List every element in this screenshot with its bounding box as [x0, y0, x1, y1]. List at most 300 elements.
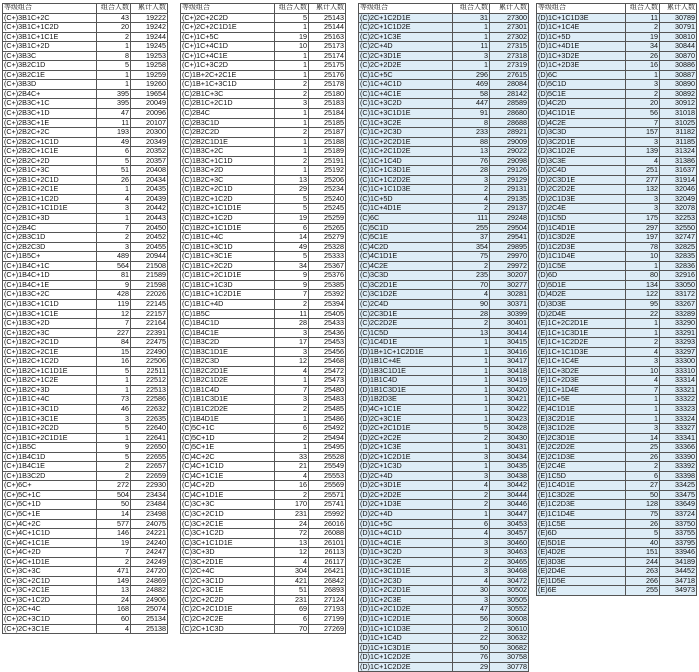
table-row [3, 233, 168, 243]
combination-count-cell: 3 [626, 357, 660, 367]
cumulative-count-cell: 28084 [490, 80, 529, 90]
table-row [3, 109, 168, 119]
grade-combination-cell: (C+)1B2C+2C1D [3, 338, 97, 348]
table-row [3, 404, 168, 414]
grade-combination-cell: (D)1C+3C2E [359, 557, 453, 567]
grade-combination-cell: (D)1B1C+4E [359, 357, 453, 367]
table-row [181, 80, 346, 90]
table-row [181, 23, 346, 33]
cumulative-count-cell: 25175 [309, 61, 346, 71]
cumulative-count-cell: 22512 [131, 376, 168, 386]
combination-count-cell: 1 [453, 357, 490, 367]
table-row [359, 376, 529, 386]
grade-combination-cell: (C+)1B4C1D [3, 452, 97, 462]
cumulative-count-cell: 25188 [309, 137, 346, 147]
grade-combination-cell: (C)3C+1C1D1E [181, 538, 275, 548]
combination-count-cell: 49 [97, 137, 131, 147]
table-row [537, 109, 697, 119]
combination-count-cell: 2 [453, 624, 490, 634]
grade-combination-cell: (D)1C+4C1D [359, 529, 453, 539]
grade-combination-cell: (C+)2B2C+1C1D [3, 137, 97, 147]
grade-combination-cell: (D)2C+1C3E [359, 443, 453, 453]
cumulative-count-cell: 33289 [660, 309, 697, 319]
table-row [3, 32, 168, 42]
grade-combination-cell: (C)1B3C+2C [181, 147, 275, 157]
combination-count-cell: 84 [97, 338, 131, 348]
grade-combination-cell: (C)2C+1C1D2E [359, 23, 453, 33]
grade-combination-cell: (C)4C+1C1D [181, 462, 275, 472]
cumulative-count-cell: 22650 [131, 443, 168, 453]
table-row [359, 166, 529, 176]
combination-count-cell: 2 [453, 185, 490, 195]
combination-count-cell: 3 [275, 347, 309, 357]
cumulative-count-cell: 24240 [131, 538, 168, 548]
grade-combination-cell: (C)5C1E [359, 233, 453, 243]
grade-combination-cell: (C)1B1C3D1E [181, 395, 275, 405]
combination-count-cell: 24 [275, 519, 309, 529]
grade-combination-cell: (C+)1C+4C1E [181, 51, 275, 61]
grade-combination-cell: (E)3C2D1E [537, 414, 626, 424]
cumulative-count-cell: 20300 [131, 128, 168, 138]
grade-combination-cell: (C)5C+1C [181, 424, 275, 434]
combination-count-cell: 25 [626, 443, 660, 453]
table-row [181, 376, 346, 386]
table-row [537, 99, 697, 109]
cumulative-count-cell: 28680 [490, 109, 529, 119]
cumulative-count-cell: 20349 [131, 137, 168, 147]
table-row [181, 385, 346, 395]
cumulative-count-cell: 25259 [309, 214, 346, 224]
grade-combination-cell: (D)2C4D [537, 166, 626, 176]
combination-count-cell: 4 [275, 557, 309, 567]
cumulative-count-cell: 26016 [309, 519, 346, 529]
combination-count-cell: 4 [453, 529, 490, 539]
grade-combination-cell: (C+)1B3C+2C [3, 290, 97, 300]
table-row [537, 471, 697, 481]
combination-count-cell: 19 [97, 538, 131, 548]
cumulative-count-cell: 20439 [131, 194, 168, 204]
grade-combination-cell: (C+)5C+1E [3, 509, 97, 519]
table-row [181, 357, 346, 367]
table-row [359, 519, 529, 529]
combination-count-cell: 3 [453, 471, 490, 481]
grade-combination-cell: (C)1C+5D [359, 194, 453, 204]
combination-count-cell: 51 [97, 166, 131, 176]
combination-count-cell: 19 [275, 214, 309, 224]
grade-combination-cell: (D)4C1D1E [537, 109, 626, 119]
table-row [181, 366, 346, 376]
grade-combination-cell: (D)1C5D [537, 214, 626, 224]
table-row [3, 290, 168, 300]
grade-combination-cell: (C)2C3D1E [359, 309, 453, 319]
cumulative-count-cell: 33314 [660, 376, 697, 386]
combination-count-cell: 13 [275, 538, 309, 548]
combination-count-cell: 3 [626, 424, 660, 434]
grade-combination-cell: (C+)2B2C+1C1E [3, 147, 97, 157]
combination-count-cell: 70 [275, 624, 309, 634]
table-row [181, 89, 346, 99]
cumulative-count-cell: 30442 [490, 481, 529, 491]
table-row [181, 471, 346, 481]
grade-combination-cell: (C+)2B2C3D [3, 242, 97, 252]
combination-count-cell: 395 [97, 99, 131, 109]
grade-combination-cell: (D)2D4E [537, 309, 626, 319]
grade-combination-cell: (C)1C+1C3D1E [359, 166, 453, 176]
cumulative-count-cell: 22632 [131, 404, 168, 414]
grade-combination-cell: (D)1C+4C1E [359, 538, 453, 548]
grade-combination-cell: (C)2C+2C1D1E [181, 605, 275, 615]
grade-combination-cell: (C+)3B1C+2C [3, 13, 97, 23]
table-row [537, 347, 697, 357]
combination-count-cell: 2 [626, 462, 660, 472]
cumulative-count-cell: 22513 [131, 385, 168, 395]
table-row [359, 605, 529, 615]
cumulative-count-cell: 30207 [490, 271, 529, 281]
table-row [181, 299, 346, 309]
grade-combination-cell: (C+)4C+2C [3, 519, 97, 529]
score-table-3 [358, 3, 529, 672]
combination-count-cell: 1 [626, 328, 660, 338]
table-row [359, 70, 529, 80]
grade-combination-cell: (C)1B1C+4C [181, 233, 275, 243]
cumulative-count-cell: 19654 [131, 89, 168, 99]
grade-combination-cell: (C)1C+4D1E [359, 204, 453, 214]
grade-combination-cell: (C+)1B2C+1C2D [3, 357, 97, 367]
table-row [181, 70, 346, 80]
table-row [3, 147, 168, 157]
combination-count-cell: 3 [97, 242, 131, 252]
grade-combination-cell: (C)1B2C+1C2D [181, 214, 275, 224]
combination-count-cell: 296 [453, 70, 490, 80]
grade-combination-cell: (C)5C+1D [181, 433, 275, 443]
grade-combination-cell: (C+)1C+5C [181, 32, 275, 42]
cumulative-count-cell: 25486 [309, 414, 346, 424]
grade-combination-cell: (D)2C+1C3D [359, 462, 453, 472]
cumulative-count-cell: 20443 [131, 214, 168, 224]
grade-combination-cell: (D)1C+4D1E [537, 42, 626, 52]
grade-combination-cell: (C)1C5D [359, 328, 453, 338]
cumulative-count-cell: 27199 [309, 615, 346, 625]
cumulative-count-cell: 31185 [660, 137, 697, 147]
combination-count-cell: 1 [275, 118, 309, 128]
combination-count-cell: 30 [453, 586, 490, 596]
cumulative-count-cell: 33341 [660, 433, 697, 443]
table-row [3, 42, 168, 52]
combination-count-cell: 2 [453, 433, 490, 443]
cumulative-count-cell: 33946 [660, 548, 697, 558]
cumulative-count-cell: 27301 [490, 23, 529, 33]
combination-count-cell: 2 [97, 32, 131, 42]
combination-count-cell: 2 [453, 204, 490, 214]
cumulative-count-cell: 30892 [660, 89, 697, 99]
grade-combination-cell: (C)1B3C+2D [181, 166, 275, 176]
combination-count-cell: 6 [626, 471, 660, 481]
table-row [537, 89, 697, 99]
cumulative-count-cell: 20049 [131, 99, 168, 109]
cumulative-count-cell: 25485 [309, 404, 346, 414]
combination-count-cell: 21 [275, 462, 309, 472]
table-row [537, 548, 697, 558]
cumulative-count-cell: 25433 [309, 319, 346, 329]
grade-combination-cell: (C+)2B3C+1C [3, 99, 97, 109]
table-row [3, 529, 168, 539]
combination-count-cell: 255 [453, 223, 490, 233]
grade-combination-cell: (C)4C+1D1E [181, 490, 275, 500]
table-row [181, 424, 346, 434]
grade-combination-cell: (D)3D3E [537, 299, 626, 309]
table-row [3, 481, 168, 491]
table-row [537, 156, 697, 166]
grade-combination-cell: (D)1C4D1E [537, 223, 626, 233]
table-row [537, 175, 697, 185]
table-row [537, 214, 697, 224]
combination-count-cell: 504 [97, 490, 131, 500]
table-row [181, 309, 346, 319]
table-row [3, 347, 168, 357]
combination-count-cell: 3 [275, 395, 309, 405]
combination-count-cell: 1 [626, 261, 660, 271]
grade-combination-cell: (D)1C+1C2D2E [359, 653, 453, 663]
combination-count-cell: 5 [275, 13, 309, 23]
table-row [3, 128, 168, 138]
grade-combination-cell: (D)1C+1C3D1E [359, 643, 453, 653]
table-row [537, 166, 697, 176]
grade-combination-cell: (E)1C+2C2D1E [537, 319, 626, 329]
grade-combination-cell: (C)1B2C+2C1D [181, 185, 275, 195]
combination-count-cell: 5 [275, 204, 309, 214]
cumulative-count-cell: 33649 [660, 500, 697, 510]
combination-count-cell: 47 [453, 605, 490, 615]
grade-combination-cell: (C+)2B1C+3D [3, 214, 97, 224]
table-row [359, 137, 529, 147]
table-row [181, 194, 346, 204]
cumulative-count-cell: 33290 [660, 319, 697, 329]
combination-count-cell: 26 [97, 175, 131, 185]
table-row [181, 548, 346, 558]
combination-count-cell: 13 [453, 328, 490, 338]
grade-combination-cell: (C+)2B1C+2C1E [3, 185, 97, 195]
table-row [181, 328, 346, 338]
cumulative-count-cell: 25183 [309, 99, 346, 109]
cumulative-count-cell: 19222 [131, 13, 168, 23]
grade-combination-cell: (E)1C+1C4E [537, 357, 626, 367]
table-row [181, 481, 346, 491]
cumulative-count-cell: 20435 [131, 185, 168, 195]
cumulative-count-cell: 19253 [131, 51, 168, 61]
cumulative-count-cell: 29129 [490, 175, 529, 185]
table-row [3, 13, 168, 23]
table-row [537, 23, 697, 33]
cumulative-count-cell: 19258 [131, 61, 168, 71]
cumulative-count-cell: 30632 [490, 634, 529, 644]
table-row [181, 204, 346, 214]
cumulative-count-cell: 30453 [490, 519, 529, 529]
combination-count-cell: 3 [453, 538, 490, 548]
cumulative-count-cell: 22635 [131, 414, 168, 424]
grade-combination-cell: (C+)6C+ [3, 481, 97, 491]
table-row [181, 615, 346, 625]
combination-count-cell: 37 [453, 233, 490, 243]
cumulative-count-cell: 25333 [309, 252, 346, 262]
cumulative-count-cell: 30870 [660, 51, 697, 61]
column-header: 等级组合 [537, 4, 626, 14]
cumulative-count-cell: 22157 [131, 309, 168, 319]
cumulative-count-cell: 25528 [309, 452, 346, 462]
cumulative-count-cell: 30844 [660, 42, 697, 52]
grade-combination-cell: (C)2C+1C3E [359, 32, 453, 42]
grade-combination-cell: (E)2C1D3E [537, 452, 626, 462]
cumulative-count-cell: 25143 [309, 13, 346, 23]
grade-combination-cell: (C)1B2C2D1E [181, 366, 275, 376]
grade-combination-cell: (C+)2B2C+2D [3, 156, 97, 166]
grade-combination-cell: (C)1B2C+3C [181, 175, 275, 185]
grade-combination-cell: (C+)3B3D [3, 80, 97, 90]
header-row [537, 4, 697, 14]
combination-count-cell: 235 [453, 271, 490, 281]
grade-combination-cell: (D)1B1C4D [359, 376, 453, 386]
combination-count-cell: 231 [275, 595, 309, 605]
cumulative-count-cell: 22657 [131, 462, 168, 472]
grade-combination-cell: (C+)2B3C1D [3, 233, 97, 243]
cumulative-count-cell: 27300 [490, 13, 529, 23]
cumulative-count-cell: 22930 [131, 481, 168, 491]
grade-combination-cell: (D)6D [537, 271, 626, 281]
combination-count-cell: 60 [97, 615, 131, 625]
table-row [181, 99, 346, 109]
grade-combination-cell: (C)2B1C+3C [181, 89, 275, 99]
grade-combination-cell: (C+)1B2C+1C2E [3, 376, 97, 386]
cumulative-count-cell: 25134 [131, 615, 168, 625]
grade-combination-cell: (C)1C+1C2D2E [359, 175, 453, 185]
combination-count-cell: 255 [626, 586, 660, 596]
table-row [359, 395, 529, 405]
combination-count-cell: 4 [97, 194, 131, 204]
grade-combination-cell: (E)3C1D2E [537, 424, 626, 434]
combination-count-cell: 7 [97, 319, 131, 329]
table-row [359, 13, 529, 23]
cumulative-count-cell: 31386 [660, 156, 697, 166]
grade-combination-cell: (C+)2B4C [3, 223, 97, 233]
table-row [181, 576, 346, 586]
cumulative-count-cell: 30414 [490, 328, 529, 338]
combination-count-cell: 1 [453, 395, 490, 405]
table-row [537, 366, 697, 376]
combination-count-cell: 78 [626, 242, 660, 252]
grade-combination-cell: (D)1C+5C [359, 519, 453, 529]
combination-count-cell: 28 [453, 309, 490, 319]
table-row [181, 509, 346, 519]
table-row [3, 204, 168, 214]
grade-combination-cell: (C+)4C+2D [3, 548, 97, 558]
grade-combination-cell: (C+)3B1C+1C1E [3, 32, 97, 42]
table-row [181, 109, 346, 119]
combination-count-cell: 2 [275, 80, 309, 90]
combination-count-cell: 3 [453, 175, 490, 185]
combination-count-cell: 9 [275, 280, 309, 290]
cumulative-count-cell: 25385 [309, 280, 346, 290]
table-row [359, 214, 529, 224]
grade-combination-cell: (C)1B+2C+2C1E [181, 70, 275, 80]
combination-count-cell: 1 [275, 443, 309, 453]
combination-count-cell: 51 [275, 586, 309, 596]
table-row [359, 624, 529, 634]
cumulative-count-cell: 30758 [490, 653, 529, 663]
combination-count-cell: 2 [275, 299, 309, 309]
cumulative-count-cell: 29895 [490, 242, 529, 252]
cumulative-count-cell: 25468 [309, 357, 346, 367]
grade-combination-cell: (C+)3C+2C1E [3, 586, 97, 596]
combination-count-cell: 40 [626, 538, 660, 548]
cumulative-count-cell: 25234 [309, 185, 346, 195]
table-row [537, 462, 697, 472]
cumulative-count-cell: 20096 [131, 109, 168, 119]
table-row [359, 471, 529, 481]
combination-count-cell: 2 [97, 557, 131, 567]
table-row [3, 366, 168, 376]
grade-combination-cell: (D)1B3C1D1E [359, 366, 453, 376]
grade-combination-cell: (C+)5C+1D [3, 500, 97, 510]
grade-combination-cell: (C)3C3D [359, 271, 453, 281]
table-row [181, 185, 346, 195]
cumulative-count-cell: 33795 [660, 538, 697, 548]
combination-count-cell: 1 [275, 70, 309, 80]
combination-count-cell: 7 [626, 385, 660, 395]
grade-combination-cell: (C+)1B4C1E [3, 462, 97, 472]
grade-combination-cell: (C)6C [359, 214, 453, 224]
combination-count-cell: 34 [275, 261, 309, 271]
grade-combination-cell: (C+)1B1C+3C1D [3, 404, 97, 414]
grade-combination-cell: (C)1B1C+3C1D [181, 242, 275, 252]
table-row [3, 185, 168, 195]
grade-combination-cell: (D)1C+3D2E [537, 51, 626, 61]
table-row [359, 586, 529, 596]
grade-combination-cell: (D)4C2D [537, 99, 626, 109]
combination-count-cell: 7 [626, 118, 660, 128]
grade-combination-cell: (E)2C2D2E [537, 443, 626, 453]
cumulative-count-cell: 30415 [490, 338, 529, 348]
table-row [537, 128, 697, 138]
grade-combination-cell: (C)4C+1C1E [181, 471, 275, 481]
table-row [537, 137, 697, 147]
grade-combination-cell: (D)4D2E [537, 290, 626, 300]
combination-count-cell: 1 [97, 214, 131, 224]
table-row [359, 548, 529, 558]
cumulative-count-cell: 25265 [309, 223, 346, 233]
grade-combination-cell: (D)1C+5D [537, 32, 626, 42]
grade-combination-cell: (C)3C+3C [181, 500, 275, 510]
table-row [3, 89, 168, 99]
cumulative-count-cell: 30886 [660, 61, 697, 71]
cumulative-count-cell: 30444 [490, 490, 529, 500]
table-row [537, 509, 697, 519]
grade-combination-cell: (C)1C+5C [359, 70, 453, 80]
combination-count-cell: 3 [275, 328, 309, 338]
grade-combination-cell: (E)1C1D4E [537, 509, 626, 519]
combination-count-cell: 354 [453, 242, 490, 252]
combination-count-cell: 7 [275, 290, 309, 300]
cumulative-count-cell: 31182 [660, 128, 697, 138]
table-row [181, 519, 346, 529]
table-row [359, 653, 529, 663]
combination-count-cell: 19 [626, 32, 660, 42]
grade-combination-cell: (D)3C1D2E [537, 147, 626, 157]
table-row [181, 290, 346, 300]
cumulative-count-cell: 33310 [660, 366, 697, 376]
grade-combination-cell: (C+)1B3C+2D [3, 319, 97, 329]
header-row [3, 4, 168, 14]
cumulative-count-cell: 25206 [309, 175, 346, 185]
cumulative-count-cell: 24720 [131, 567, 168, 577]
